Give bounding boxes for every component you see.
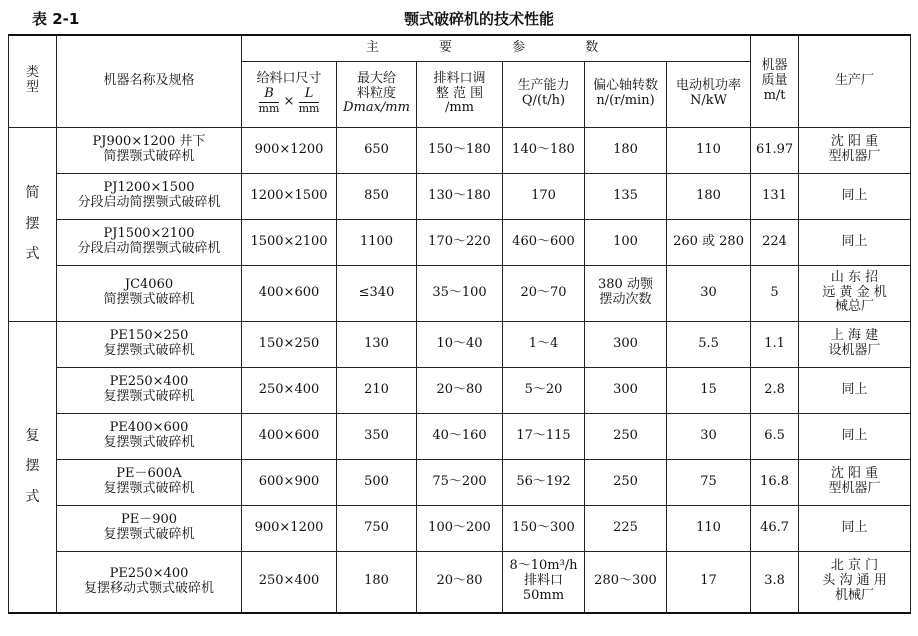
manufacturer-cell — [799, 413, 911, 459]
table-row — [9, 367, 911, 413]
manufacturer: 上 海 建 设机器厂 — [828, 328, 881, 358]
table-row — [9, 321, 911, 367]
discharge-range-cell — [417, 505, 503, 551]
header-main-params: 主 要 参 数 — [242, 35, 751, 61]
shaft-speed-cell — [585, 265, 667, 321]
manufacturer-cell — [799, 505, 911, 551]
capacity-cell — [503, 173, 585, 219]
machine-name-cell — [57, 321, 242, 367]
capacity-cell — [503, 367, 585, 413]
feed-size-cell — [242, 367, 337, 413]
manufacturer: 同上 — [841, 519, 868, 535]
feed-size: 250×400 — [258, 573, 320, 589]
discharge-range: 130～180 — [428, 187, 491, 203]
category-cell: 复 摆 式 — [9, 321, 57, 613]
max-feed-size: 350 — [364, 427, 389, 443]
machine-mass-cell — [751, 173, 799, 219]
shaft-speed: 250 — [613, 427, 638, 443]
header-name: 机器名称及规格 — [57, 35, 242, 127]
manufacturer: 同上 — [841, 381, 868, 397]
manufacturer: 沈 阳 重 型机器厂 — [828, 134, 881, 164]
max-feed-size-cell — [337, 321, 417, 367]
discharge-range: 20～80 — [436, 573, 483, 589]
discharge-range-cell — [417, 265, 503, 321]
motor-power: 5.5 — [698, 335, 719, 351]
table-number: 表 2-1 — [32, 10, 80, 28]
machine-name: PE400×600 复摆颚式破碎机 — [103, 420, 195, 450]
discharge-range: 100～200 — [428, 519, 491, 535]
motor-power: 260 或 280 — [673, 233, 744, 249]
motor-power-cell — [667, 127, 751, 173]
max-feed-size-cell — [337, 505, 417, 551]
header-max-feed: 最大给 料粒度 Dmax/mm — [337, 61, 417, 127]
motor-power: 180 — [696, 187, 721, 203]
feed-size-cell — [242, 173, 337, 219]
manufacturer-cell — [799, 367, 911, 413]
motor-power-cell — [667, 413, 751, 459]
capacity-cell — [503, 219, 585, 265]
capacity-cell — [503, 505, 585, 551]
max-feed-size-cell — [337, 173, 417, 219]
machine-name-cell — [57, 127, 242, 173]
capacity-cell — [503, 551, 585, 613]
machine-name: PJ900×1200 井下 简摆颚式破碎机 — [92, 134, 206, 164]
shaft-speed: 300 — [613, 381, 638, 397]
machine-mass: 5 — [770, 284, 779, 300]
table-row — [9, 219, 911, 265]
max-feed-size: 1100 — [359, 233, 394, 249]
machine-mass: 3.8 — [764, 573, 785, 589]
manufacturer-cell — [799, 551, 911, 613]
discharge-range: 75～200 — [432, 473, 487, 489]
capacity-cell — [503, 459, 585, 505]
shaft-speed-cell — [585, 367, 667, 413]
machine-mass: 46.7 — [760, 519, 790, 535]
discharge-range-cell — [417, 321, 503, 367]
capacity: 150～300 — [512, 519, 575, 535]
machine-name: PE150×250 复摆颚式破碎机 — [103, 328, 195, 358]
feed-size-cell — [242, 127, 337, 173]
manufacturer: 山 东 招 远 黄 金 机 械总厂 — [822, 269, 887, 315]
machine-mass: 224 — [762, 233, 787, 249]
capacity: 56～192 — [516, 473, 571, 489]
motor-power: 15 — [700, 381, 717, 397]
machine-mass-cell — [751, 127, 799, 173]
discharge-range: 150～180 — [428, 141, 491, 157]
max-feed-size: 650 — [364, 141, 389, 157]
machine-mass: 6.5 — [764, 427, 785, 443]
shaft-speed-cell — [585, 321, 667, 367]
max-feed-size: 750 — [364, 519, 389, 535]
manufacturer: 同上 — [841, 427, 868, 443]
discharge-range-cell — [417, 219, 503, 265]
feed-size: 400×600 — [258, 427, 320, 443]
motor-power: 30 — [700, 427, 717, 443]
machine-name: PE250×400 复摆移动式颚式破碎机 — [83, 565, 214, 596]
discharge-range: 20～80 — [436, 381, 483, 397]
motor-power-cell — [667, 459, 751, 505]
machine-name: PE－600A 复摆颚式破碎机 — [103, 466, 195, 496]
shaft-speed: 380 动颚 摆动次数 — [598, 277, 653, 307]
manufacturer: 同上 — [841, 187, 868, 203]
capacity: 17～115 — [516, 427, 571, 443]
max-feed-size: 180 — [364, 573, 389, 589]
table-row — [9, 551, 911, 613]
feed-size: 400×600 — [258, 284, 320, 300]
feed-size: 900×1200 — [254, 519, 324, 535]
manufacturer-cell — [799, 459, 911, 505]
feed-size-cell — [242, 265, 337, 321]
header-motor-power: 电动机功率 N/kW — [667, 61, 751, 127]
machine-name: PE－900 复摆颚式破碎机 — [103, 512, 195, 542]
header-manufacturer: 生产厂 — [799, 35, 911, 127]
machine-mass-cell — [751, 321, 799, 367]
table-row — [9, 505, 911, 551]
motor-power: 30 — [700, 284, 717, 300]
manufacturer-cell — [799, 219, 911, 265]
machine-mass-cell — [751, 265, 799, 321]
table-row — [9, 413, 911, 459]
motor-power-cell — [667, 505, 751, 551]
capacity-cell — [503, 321, 585, 367]
manufacturer: 同上 — [841, 233, 868, 249]
header-capacity: 生产能力 Q/(t/h) — [503, 61, 585, 127]
motor-power: 110 — [696, 141, 721, 157]
table-title: 颚式破碎机的技术性能 — [403, 10, 554, 28]
motor-power: 110 — [696, 519, 721, 535]
machine-name-cell — [57, 367, 242, 413]
discharge-range-cell — [417, 173, 503, 219]
discharge-range: 35～100 — [432, 284, 487, 300]
shaft-speed-cell — [585, 173, 667, 219]
discharge-range-cell — [417, 551, 503, 613]
manufacturer-cell — [799, 321, 911, 367]
motor-power-cell — [667, 173, 751, 219]
discharge-range-cell — [417, 413, 503, 459]
machine-mass: 1.1 — [764, 335, 785, 351]
machine-mass-cell — [751, 367, 799, 413]
motor-power-cell — [667, 219, 751, 265]
header-shaft-speed: 偏心轴转数 n/(r/min) — [585, 61, 667, 127]
manufacturer-cell — [799, 127, 911, 173]
feed-size-cell — [242, 459, 337, 505]
machine-name-cell — [57, 551, 242, 613]
max-feed-size-cell — [337, 219, 417, 265]
discharge-range-cell — [417, 367, 503, 413]
feed-size-cell — [242, 551, 337, 613]
header-feed-size: 给料口尺寸 $\frac{B}{mm}$ × $\frac{L}{mm}$ — [242, 61, 337, 127]
machine-name-cell — [57, 413, 242, 459]
machine-name-cell — [57, 505, 242, 551]
header-type: 类 型 — [9, 35, 57, 127]
feed-size: 1200×1500 — [250, 187, 328, 203]
max-feed-size-cell — [337, 367, 417, 413]
machine-name: PJ1500×2100 分段启动简摆颚式破碎机 — [77, 226, 221, 256]
capacity-cell — [503, 413, 585, 459]
shaft-speed: 225 — [613, 519, 638, 535]
feed-size: 150×250 — [258, 335, 320, 351]
capacity: 460～600 — [512, 233, 575, 249]
machine-mass-cell — [751, 459, 799, 505]
discharge-range: 10～40 — [436, 335, 483, 351]
machine-name: JC4060 简摆颚式破碎机 — [103, 277, 195, 307]
discharge-range: 40～160 — [432, 427, 487, 443]
table-row — [9, 265, 911, 321]
machine-mass-cell — [751, 551, 799, 613]
shaft-speed-cell — [585, 219, 667, 265]
feed-size-cell — [242, 413, 337, 459]
machine-name-cell — [57, 459, 242, 505]
capacity: 20～70 — [520, 284, 567, 300]
feed-size-cell — [242, 321, 337, 367]
machine-name-cell — [57, 265, 242, 321]
max-feed-size: 850 — [364, 187, 389, 203]
discharge-range-cell — [417, 127, 503, 173]
table-row — [9, 459, 911, 505]
machine-name: PE250×400 复摆颚式破碎机 — [103, 374, 195, 404]
capacity: 170 — [531, 187, 556, 203]
header-mass: 机器 质量 m/t — [751, 35, 799, 127]
feed-size: 250×400 — [258, 381, 320, 397]
discharge-range: 170～220 — [428, 233, 491, 249]
shaft-speed-cell — [585, 551, 667, 613]
feed-size: 1500×2100 — [250, 233, 328, 249]
machine-mass-cell — [751, 219, 799, 265]
max-feed-size: 130 — [364, 335, 389, 351]
max-feed-size: 500 — [364, 473, 389, 489]
shaft-speed: 180 — [613, 141, 638, 157]
feed-size-cell — [242, 219, 337, 265]
shaft-speed: 280～300 — [594, 573, 657, 589]
feed-size: 600×900 — [258, 473, 320, 489]
motor-power-cell — [667, 367, 751, 413]
shaft-speed-cell — [585, 459, 667, 505]
max-feed-size-cell — [337, 459, 417, 505]
category-cell: 简 摆 式 — [9, 127, 57, 321]
shaft-speed: 100 — [613, 233, 638, 249]
manufacturer-cell — [799, 173, 911, 219]
header-discharge: 排料口调 整 范 围 /mm — [417, 61, 503, 127]
manufacturer: 北 京 门 头 沟 通 用 机械厂 — [822, 558, 887, 604]
spec-table — [8, 34, 911, 614]
machine-mass: 16.8 — [760, 473, 790, 489]
capacity-cell — [503, 127, 585, 173]
motor-power: 75 — [700, 473, 717, 489]
capacity: 8～10m³/h 排料口 50mm — [509, 558, 578, 604]
shaft-speed-cell — [585, 505, 667, 551]
capacity: 5～20 — [524, 381, 563, 397]
manufacturer-cell — [799, 265, 911, 321]
motor-power-cell — [667, 321, 751, 367]
machine-mass-cell — [751, 505, 799, 551]
table-body — [9, 127, 911, 613]
max-feed-size: 210 — [364, 381, 389, 397]
table-caption — [0, 6, 918, 30]
shaft-speed: 135 — [613, 187, 638, 203]
discharge-range-cell — [417, 459, 503, 505]
table-row — [9, 173, 911, 219]
feed-size-cell — [242, 505, 337, 551]
shaft-speed-cell — [585, 127, 667, 173]
max-feed-size-cell — [337, 127, 417, 173]
shaft-speed: 250 — [613, 473, 638, 489]
capacity-cell — [503, 265, 585, 321]
table-row — [9, 127, 911, 173]
shaft-speed: 300 — [613, 335, 638, 351]
motor-power-cell — [667, 551, 751, 613]
machine-name: PJ1200×1500 分段启动简摆颚式破碎机 — [77, 180, 221, 210]
max-feed-size: ≤340 — [358, 284, 395, 300]
feed-size: 900×1200 — [254, 141, 324, 157]
machine-name-cell — [57, 219, 242, 265]
max-feed-size-cell — [337, 265, 417, 321]
capacity: 140～180 — [512, 141, 575, 157]
max-feed-size-cell — [337, 551, 417, 613]
max-feed-size-cell — [337, 413, 417, 459]
motor-power: 17 — [700, 573, 717, 589]
machine-name-cell — [57, 173, 242, 219]
capacity: 1～4 — [528, 335, 559, 351]
motor-power-cell — [667, 265, 751, 321]
manufacturer: 沈 阳 重 型机器厂 — [828, 466, 881, 496]
machine-mass: 2.8 — [764, 381, 785, 397]
machine-mass-cell — [751, 413, 799, 459]
machine-mass: 131 — [762, 187, 787, 203]
machine-mass: 61.97 — [755, 141, 794, 157]
shaft-speed-cell — [585, 413, 667, 459]
